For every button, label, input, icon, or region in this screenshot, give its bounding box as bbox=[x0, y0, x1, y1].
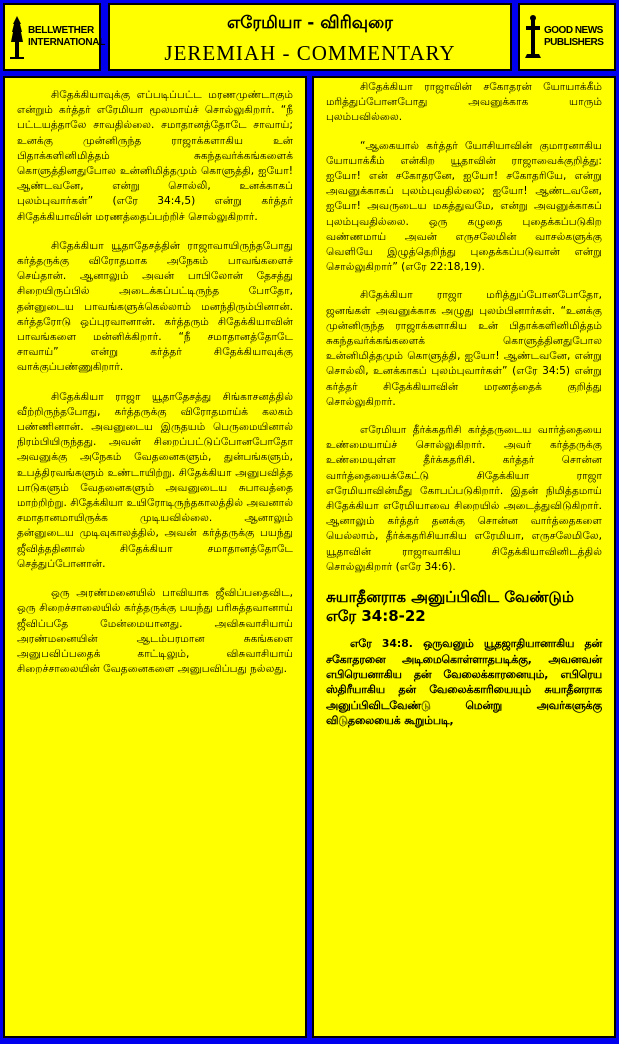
good-news-icon bbox=[524, 14, 542, 60]
paragraph: சிதேக்கியா ராஜாவின் சகோதரன் யோயாக்கீம் மரித்துப்போனபோது அவனுக்காக யாரும் புலம்பவில்லை. bbox=[326, 81, 602, 124]
paragraph: சிதேக்கியா யூதாதேசத்தின் ராஜாவாயிருந்தபோது கர்த்தருக்கு விரோதமாக அநேகம் பாவங்களைச் செய்தான். ஆனாலும் அவன் பாபிலோன் தேசத்து சிறையிருப்பில் அடைக்கப்பட்டிருந்த போதோ, தன்னுடைய பாவங்களுக்கெல்லாம் மனந்திரும்பினான். கர்த்தரோடு ஒப்புரவானான். கர்த்தரும் சிதேக்கியாவின் பாவங்களை மன்னிக்கிறார். “நீ சமாதானத்தோடே சாவாய்” என்று கர்த்தர் சிதேக்கியாவுக்கு வாக்குப்பண்ணுகிறார். bbox=[17, 239, 293, 374]
paragraph: சிதேக்கியா ராஜா மரித்துப்போனபோதோ, ஜனங்கள் அவனுக்காக அழுது புலம்பினார்கள். “உனக்கு முன்னிருந்த ராஜாக்களாகிய உன் பிதாக்களினிமித்தம் சுகந்தவர்க்கங்களைக் கொளுத்தினதுபோல உன்னிமித்தமும் கொளுத்தி, ஐயோ! ஆண்டவனே, என்று சொல்லி, உனக்காகப் புலம்புவார்கள்” (எரே 34:5) என்று கர்த்தர் சிதேக்கியாவின் மரணத்தைக் குறித்து சொல்லுகிறார். bbox=[326, 289, 602, 408]
section-heading bbox=[326, 588, 602, 626]
paragraph: சிதேக்கியாவுக்கு எப்படிப்பட்ட மரணமுண்டாகும் என்றும் கர்த்தர் எரேமியா மூலமாய்ச் சொல்லுகிறார். “நீ பட்டயத்தாலே சாவதில்லை. சமாதானத்தோடே சாவாய்; உனக்கு முன்னிருந்த ராஜாக்களாகிய உன் பிதாக்களினிமித்தம் சுகந்தவர்க்கங்களைக் கொளுத்தினதுபோல உன்னிமித்தமும் கொளுத்தி, ஐயோ! ஆண்டவனே, என்று சொல்லி, உனக்காகப் புலம்புவார்கள்” (எரே 34:4,5) என்று கர்த்தர் சிதேக்கியாவின் மரணத்தைப்பற்றிச் சொல்லுகிறார். bbox=[17, 89, 293, 223]
section-heading-title: சுயாதீனராக அனுப்பிவிட வேண்டும் bbox=[326, 588, 574, 607]
paragraph: ஒரு அரண்மனையில் பாவியாக ஜீவிப்பதைவிட, ஒரு சிறைச்சாலையில் கர்த்தருக்கு பயந்து பரிசுத்தவானாய் ஜீவிப்பதே மேன்மையானது. அவிசுவாசியாய் அரண்மனையின் ஆடம்பரமான சுகங்களை அனுபவிப்பதைக் காட்டிலும், விசுவாசியாய் சிறைச்சாலையின் வேதனைகளை அனுபவிப்பது நல்லது. bbox=[17, 587, 293, 676]
page-header bbox=[108, 3, 512, 71]
title-english: JEREMIAH - COMMENTARY bbox=[164, 41, 456, 65]
title-tamil: எரேமியா - விரிவுரை bbox=[227, 13, 393, 33]
paragraph: எரேமியா தீர்க்கதரிசி கர்த்தருடைய வார்த்தையை உண்மையாய்ச் சொல்லுகிறார். அவர் கர்த்தருக்கு உண்மையுள்ள தீர்க்கதரிசி. கர்த்தர் சொன்ன வார்த்தையைக்கேட்டு சிதேக்கியா ராஜா எரேமியாவின்மீது கோபப்படுகிறார். இதன் நிமித்தமாய் சிதேக்கியா எரேமியாவை சிறையில் அடைத்துவிடுகிறார். ஆனாலும் கர்த்தர் தனக்கு சொன்ன வார்த்தைகளை யெல்லாம், தீர்க்கதரிசியாகிய எரேமியா, எருசலேமிலே, யூதாவின் ராஜாவாகிய சிதேக்கியாவினிடத்தில் சொல்லுகிறார் (எரே 34:6). bbox=[326, 424, 602, 573]
bellwether-logo-text: BELLWETHER INTERNATIONAL bbox=[28, 25, 106, 48]
section-reference: எரே 34:8-22 bbox=[326, 607, 426, 626]
paragraph: “ஆகையால் கர்த்தர் யோசியாவின் குமாரனாகிய யோயாக்கீம் என்கிற யூதாவின் ராஜாவைக்குறித்து: ஐயோ! என் சகோதரனே, ஐயோ! சகோதரியே, என்று அவனுக்காகப் புலம்புவதில்லை; ஐயோ! ஆண்டவனே, ஐயோ! அவருடைய மகத்துவமே, என்று அவனுக்காகப் புலம்புவதில்லை. ஒரு கழுதை புதைக்கப்படுகிற வண்ணமாய் அவன் எருசலேமின் வாசல்களுக்கு வெளியே இழுத்தெறிந்து புதைக்கப்படுவான் என்று சொல்லுகிறார்” (எரே 22:18,19). bbox=[326, 139, 602, 274]
verse-text: எரே 34:8. ஒருவனும் யூதஜாதியானாகிய தன் சகோதரனை அடிமைகொள்ளாதபடிக்கு, அவனவன் எபிரெயனாகிய தன் வேலைக்காரனையும், எபிரெய ஸ்திரீயாகிய தன் வேலைக்காரியையும் சுயாதீனராக அனுப்பிவிடவேண்டு மென்று அவர்களுக்கு விடுதலையைக் கூறும்படி, bbox=[326, 637, 602, 728]
bellwether-logo bbox=[3, 3, 106, 71]
right-column bbox=[312, 76, 616, 1038]
good-news-logo-text: GOOD NEWS PUBLISHERS bbox=[544, 25, 604, 48]
bellwether-icon bbox=[9, 14, 25, 60]
paragraph: சிதேக்கியா ராஜா யூதாதேசத்து சிங்காசனத்தில் வீற்றிருந்தபோது, கர்த்தருக்கு விரோதமாய்க் கலகம் பண்ணினான். அவனுடைய இருதயம் பெருமையினால் நிரம்பியிருந்தது. அவன் சிறைப்பட்டுப்போனபோதோ அவனுக்கு அநேகம் வேதனைகளும், துன்பங்களும், உபத்திரவங்களும் உண்டாயிற்று. சிதேக்கியா அனுபவித்த பாடுகளும் வேதனைகளும் அவனுடைய சுபாவத்தை மாற்றிற்று. சிதேக்கியா உயிரோடிருந்தகாலத்தில் அவனால் சமாதானமாயிருக்க முடியவில்லை. ஆனாலும் தன்னுடைய முடிவுகாலத்தில், அவன் கர்த்தருக்கு பயந்து ஜீவித்ததினால் சிதேக்கியா சமாதானத்தோடே செத்துப்போனான். bbox=[17, 390, 293, 570]
left-column bbox=[3, 76, 307, 1038]
good-news-logo bbox=[518, 3, 616, 71]
